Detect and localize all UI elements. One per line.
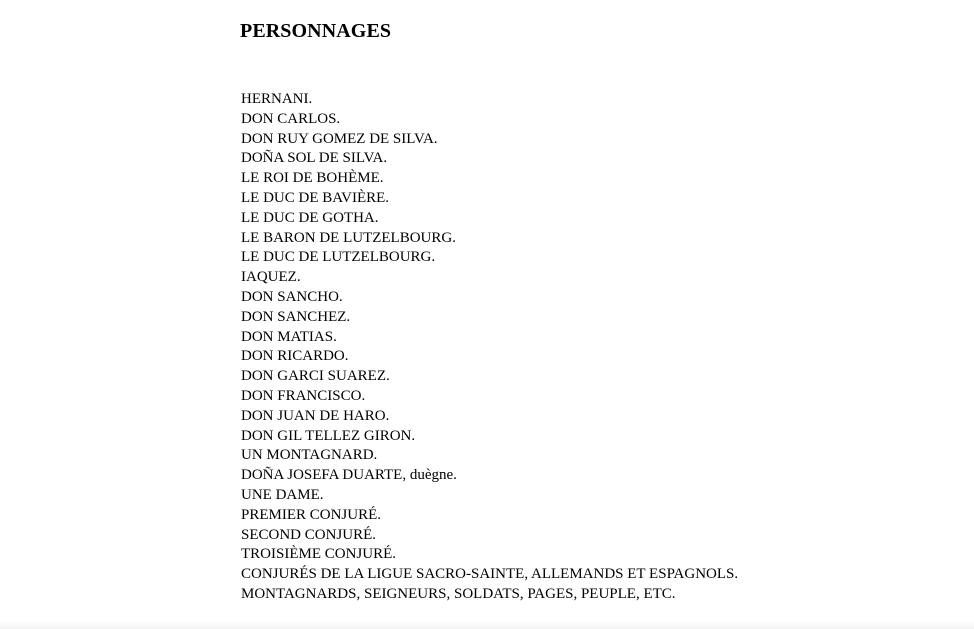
character-list-item [241, 189, 738, 209]
character-name: PREMIER CONJURÉ. [241, 506, 382, 523]
character-list-item [241, 268, 738, 288]
character-name: DON MATIAS. [241, 328, 337, 345]
character-list [241, 90, 738, 605]
character-name: DON GARCI SUAREZ. [241, 368, 390, 385]
character-name: DON SANCHO. [241, 288, 343, 305]
character-list-item [241, 387, 738, 407]
character-list-item [241, 328, 738, 348]
character-list-item [241, 308, 738, 328]
character-list-item [241, 446, 738, 466]
character-name: LE DUC DE GOTHA. [241, 209, 379, 226]
character-list-item [241, 545, 738, 565]
character-name: LE DUC DE LUTZELBOURG. [241, 249, 436, 266]
character-list-item [241, 347, 738, 367]
character-name: LE BARON DE LUTZELBOURG. [241, 229, 456, 246]
character-list-item [241, 526, 738, 546]
character-list-item [241, 427, 738, 447]
character-name: HERNANI. [241, 91, 313, 107]
character-list-item [241, 110, 738, 130]
character-list-item [241, 209, 738, 229]
page-bottom-edge [0, 621, 974, 629]
character-name: DON CARLOS. [241, 110, 341, 127]
character-list-item [241, 407, 738, 427]
character-list-item [241, 169, 738, 189]
character-name: DON RICARDO. [241, 348, 349, 365]
character-name: DOÑA JOSEFA DUARTE, [241, 467, 407, 484]
character-name: TROISIÈME CONJURÉ. [241, 546, 397, 563]
character-name: UNE DAME. [241, 486, 324, 503]
character-list-item [241, 288, 738, 308]
character-list-item [241, 466, 738, 486]
character-name: DON SANCHEZ. [241, 308, 351, 325]
character-list-item [241, 248, 738, 268]
character-name: DON JUAN DE HARO. [241, 407, 390, 424]
character-name: LE DUC DE BAVIÈRE. [241, 189, 390, 206]
character-list-item [241, 229, 738, 249]
character-list-item [241, 149, 738, 169]
character-name: DON RUY GOMEZ DE SILVA. [241, 130, 438, 147]
character-name: UN MONTAGNARD. [241, 447, 378, 464]
character-list-item [241, 506, 738, 526]
character-name: DON GIL TELLEZ GIRON. [241, 427, 416, 444]
character-list-item [241, 486, 738, 506]
character-list-item [241, 130, 738, 150]
character-name: DON FRANCISCO. [241, 387, 366, 404]
character-name: CONJURÉS DE LA LIGUE SACRO-SAINTE, ALLEMANDS ET ESPAGNOLS. [241, 566, 739, 583]
character-note: duègne. [406, 467, 457, 484]
character-list-item [241, 585, 738, 605]
page-title: PERSONNAGES [240, 20, 392, 42]
character-list-item [241, 367, 738, 387]
character-list-item [241, 90, 738, 110]
character-name: IAQUEZ. [241, 269, 301, 286]
character-list-item [241, 565, 738, 585]
character-name: MONTAGNARDS, SEIGNEURS, SOLDATS, PAGES, PEUPLE, ETC. [241, 585, 676, 602]
character-name: SECOND CONJURÉ. [241, 526, 377, 543]
character-name: DOÑA SOL DE SILVA. [241, 150, 388, 167]
character-name: LE ROI DE BOHÈME. [241, 170, 384, 187]
